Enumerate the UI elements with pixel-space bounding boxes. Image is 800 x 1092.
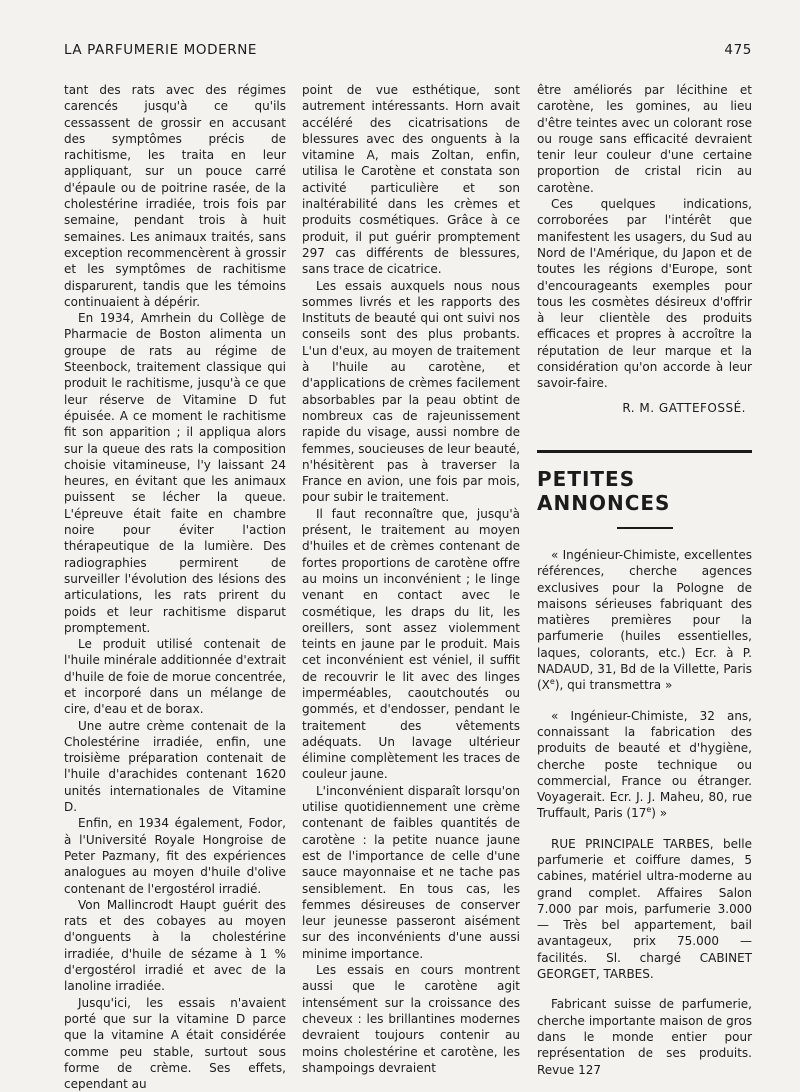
paragraph: Les essais en cours montrent aussi que le carotène agit intensément sur la croissance des cheveux : les brillantines modernes devraient toujours contenir au moins cholestérine et carotène, les shampoings devraient	[302, 963, 520, 1075]
paragraph: être améliorés par lécithine et carotène, les gomines, au lieu d'être teintes avec un colorant rose ou rouge sans efficacité devraient tenir leur couleur d'une certaine proportion de cristal ricin au carotène.	[537, 83, 752, 195]
classified-ad	[537, 708, 752, 822]
article-column-1	[64, 82, 286, 1092]
classified-ad	[537, 836, 752, 983]
ad-body: « Ingénieur-Chimiste, 32 ans, connaissant la fabrication des produits de beauté et d'hygiène, cherche poste technique ou commercial, France ou étranger. Voyagerait. Ecr. J. J. Maheu, 80, rue Truffault, Paris (17	[537, 708, 752, 821]
section-divider	[537, 450, 752, 453]
ad-text	[537, 996, 752, 1077]
paragraph: Les essais auxquels nous nous sommes livrés et les rapports des Instituts de beauté qui ont suivi nos conseils sont des plus probants. L'un d'eux, au moyen de traitement à l'huile au carotène, et d'applications de crèmes facilement absorbables par la peau obtint de nombreux cas de rajeunissement rapide du visage, aussi nombre de femmes, soucieuses de leur beauté, n'hésitèrent pas à traverser la France en avion, une fois par mois, pour subir le traitement.	[302, 278, 520, 505]
ad-superscript: e	[646, 805, 652, 815]
classified-ad	[537, 996, 752, 1077]
ad-text	[537, 836, 752, 983]
paragraph: Enfin, en 1934 également, Fodor, à l'Université Royale Hongroise de Peter Pazmany, fit des expériences analogues au moyen d'huile d'olive contenant de l'ergostérol irradié.	[64, 816, 286, 896]
ad-text	[537, 708, 752, 822]
ad-text	[537, 547, 752, 694]
ad-superscript: e	[549, 677, 555, 687]
paragraph: En 1934, Amrhein du Collège de Pharmacie de Boston alimenta un groupe de rats au régime de Steenbock, traitement classique qui produit le rachitisme, jusqu'à ce que leur réserve de Vitamine D fut épuisée. A ce moment le rachitisme fit son apparition ; il appliqua alors sur la queue des rats la composition choisie vitamineuse, l'y laissant 24 heures, en évitant que les animaux puissent se lécher la queue. L'épreuve était faite en chambre noire pour éviter l'action thérapeutique de la lumière. Des radiographies permirent de surveiller l'évolution des lésions des articulations, les rats prirent du poids et leur rachitisme disparut promptement.	[64, 311, 286, 635]
paragraph: point de vue esthétique, sont autrement intéressants. Horn avait accéléré des cicatrisations de blessures avec des onguents à la vitamine A, mais Zoltan, enfin, utilisa le Carotène et constata son activité particulière et son inaltérabilité dans les crèmes et produits cosmétiques. Grâce à ce produit, il put guérir promptement 297 cas différents de blessures, sans trace de cicatrice.	[302, 83, 520, 277]
classified-ad	[537, 547, 752, 694]
ad-tail: ) »	[651, 806, 668, 821]
paragraph: tant des rats avec des régimes carencés jusqu'à ce qu'ils cessassent de grossir en accusant des symptômes précis de rachitisme, les traita en leur appliquant, sur un pouce carré d'épaule ou de poitrine rasée, de la cholestérine irradiée, trois fois par semaine, pendant trois à huit semaines. Les animaux traités, sans exception recommencèrent à grossir et les symptômes de rachitisme disparurent, tandis que les témoins continuaient à dépérir.	[64, 83, 286, 309]
section-title: PETITES ANNONCES	[537, 466, 671, 515]
ad-tail: ), qui transmettra »	[554, 678, 673, 693]
paragraph: Il faut reconnaître que, jusqu'à présent, le traitement au moyen d'huiles et de crèmes contenant de fortes proportions de carotène offre au moins un inconvénient ; le linge venant en contact avec le cosmétique, les draps du lit, les oreillers, sont assez violemment teints en jaune par le produit. Mais cet inconvénient est véniel, il suffit de recouvrir le lit avec des linges imperméables, caoutchoutés ou gommés, et d'endosser, pendant le traitement des vêtements adéquats. Un lavage ultérieur élimine complètement les traces de couleur jaune.	[302, 506, 520, 782]
ad-body: Fabricant suisse de parfumerie, cherche importante maison de gros dans le monde entier pour représentation de ses produits. Revue 127	[537, 997, 752, 1077]
paragraph: Une autre crème contenait de la Cholestérine irradiée, enfin, une troisième préparation contenait de l'huile d'arachides contenant 1620 unités internationales de Vitamine D.	[64, 718, 286, 815]
paragraph: L'inconvénient disparaît lorsqu'on utilise quotidiennement une crème contenant de faibles quantités de carotène : la petite nuance jaune est de l'importance de celle d'une sauce mayonnaise et ne tache pas sensiblement. En tous cas, les femmes désireuses de conserver leur jeunesse passeront aisément sur des inconvénients d'une aussi minime importance.	[302, 783, 520, 961]
paragraph: Le produit utilisé contenait de l'huile minérale additionnée d'extrait d'huile de foie de morue concentrée, et incorporé dans un mélange de cire, d'eau et de borax.	[64, 637, 286, 717]
journal-title: LA PARFUMERIE MODERNE	[64, 42, 258, 58]
paragraph: Jusqu'ici, les essais n'avaient porté que sur la vitamine D parce que la vitamine A était considérée comme peu stable, surtout sous forme de crème. Ses effets, cependant au	[64, 995, 286, 1092]
title-underline	[617, 527, 673, 529]
author-signature: R. M. GATTEFOSSÉ.	[622, 400, 746, 415]
running-header	[64, 42, 752, 64]
ad-body: RUE PRINCIPALE TARBES, belle parfumerie et coiffure dames, 5 cabines, matériel ultra-moderne au grand complet. Affaires Salon 7.000 par mois, parfumerie 3.000 — Très bel appartement, bail avantageux, prix 75.000 — facilités. Sl. chargé CABINET GEORGET, TARBES.	[537, 836, 752, 982]
paragraph: Von Mallincrodt Haupt guérit des rats et des cobayes au moyen d'onguents à la cholestérine irradiée, d'huile de sézame à 1 % d'ergostérol irradié et avec de la lanoline irradiée.	[64, 897, 286, 994]
article-column-2	[302, 82, 520, 1076]
page-number: 475	[724, 42, 752, 58]
paragraph: Ces quelques indications, corroborées par l'intérêt que manifestent les usagers, du Sud au Nord de l'Amérique, du Japon et de toutes les régions d'Europe, sont d'encourageants exemples pour tous les cosmètes désireux d'offrir à leur clientèle des produits efficaces et propres à accroître la réputation de leur marque et la considération qu'on accorde à leur savoir-faire.	[537, 197, 752, 391]
ad-body: « Ingénieur-Chimiste, excellentes références, cherche agences exclusives pour la Pologne de maisons sérieuses fabriquant des matières premières pour la parfumerie (huiles essentielles, laques, colorants, etc.) Ecr. à P. NADAUD, 31, Bd de la Villette, Paris (X	[537, 547, 752, 693]
article-column-3	[537, 82, 752, 1092]
